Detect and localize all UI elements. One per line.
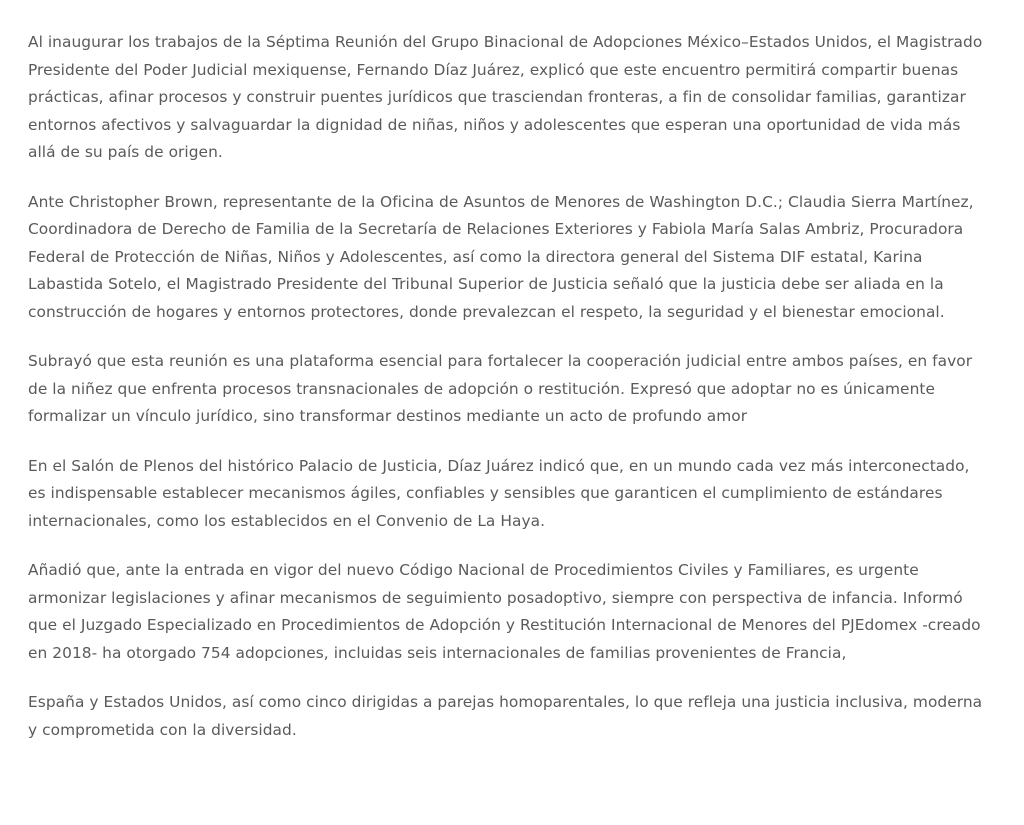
- article-paragraph-3: Subrayó que esta reunión es una plataforma esencial para fortalecer la cooperación judicial entre ambos países, en favor de la niñez que enfrenta procesos transnacionales de adopción o restitución. Expresó que adoptar no es únicamente formalizar un vínculo jurídico, sino transformar destinos mediante un acto de profundo amor: [28, 352, 973, 425]
- article-paragraph-4: En el Salón de Plenos del histórico Palacio de Justicia, Díaz Juárez indicó que, en un mundo cada vez más interconectado, es indispensable establecer mecanismos ágiles, confiables y sensibles que garanticen el cumplimiento de estándares internacionales, como los establecidos en el Convenio de La Haya.: [28, 456, 970, 530]
- article-paragraph-5: Añadió que, ante la entrada en vigor del nuevo Código Nacional de Procedimientos Civiles y Familiares, es urgente armonizar legislaciones y afinar mecanismos de seguimiento posadoptivo, siempre con perspectiva de infancia. Informó que el Juzgado Especializado en Procedimientos de Adopción y Restitución Internacional de Menores del PJEdomex -creado en 2018- ha otorgado 754 adopciones, incluidas seis internacionales de familias provenientes de Francia,: [28, 561, 981, 662]
- article-paragraph-1: Al inaugurar los trabajos de la Séptima Reunión del Grupo Binacional de Adopciones México–Estados Unidos, el Magistrado Presidente del Poder Judicial mexiquense, Fernando Díaz Juárez, explicó que este encuentro permitirá compartir buenas prácticas, afinar procesos y construir puentes jurídicos que trasciendan fronteras, a fin de consolidar familias, garantizar entornos afectivos y salvaguardar la dignidad de niñas, niños y adolescentes que esperan una oportunidad de vida más allá de su país de origen.: [28, 33, 983, 161]
- article-paragraph-2: Ante Christopher Brown, representante de la Oficina de Asuntos de Menores de Washington D.C.; Claudia Sierra Martínez, Coordinadora de Derecho de Familia de la Secretaría de Relaciones Exteriores y Fabiola María Salas Ambriz, Procuradora Federal de Protección de Niñas, Niños y Adolescentes, así como la directora general del Sistema DIF estatal, Karina Labastida Sotelo, el Magistrado Presidente del Tribunal Superior de Justicia señaló que la justicia debe ser aliada en la construcción de hogares y entornos protectores, donde prevalezcan el respeto, la seguridad y el bienestar emocional.: [28, 192, 974, 321]
- article-paragraph-6: España y Estados Unidos, así como cinco dirigidas a parejas homoparentales, lo que refleja una justicia inclusiva, moderna y comprometida con la diversidad.: [28, 693, 983, 739]
